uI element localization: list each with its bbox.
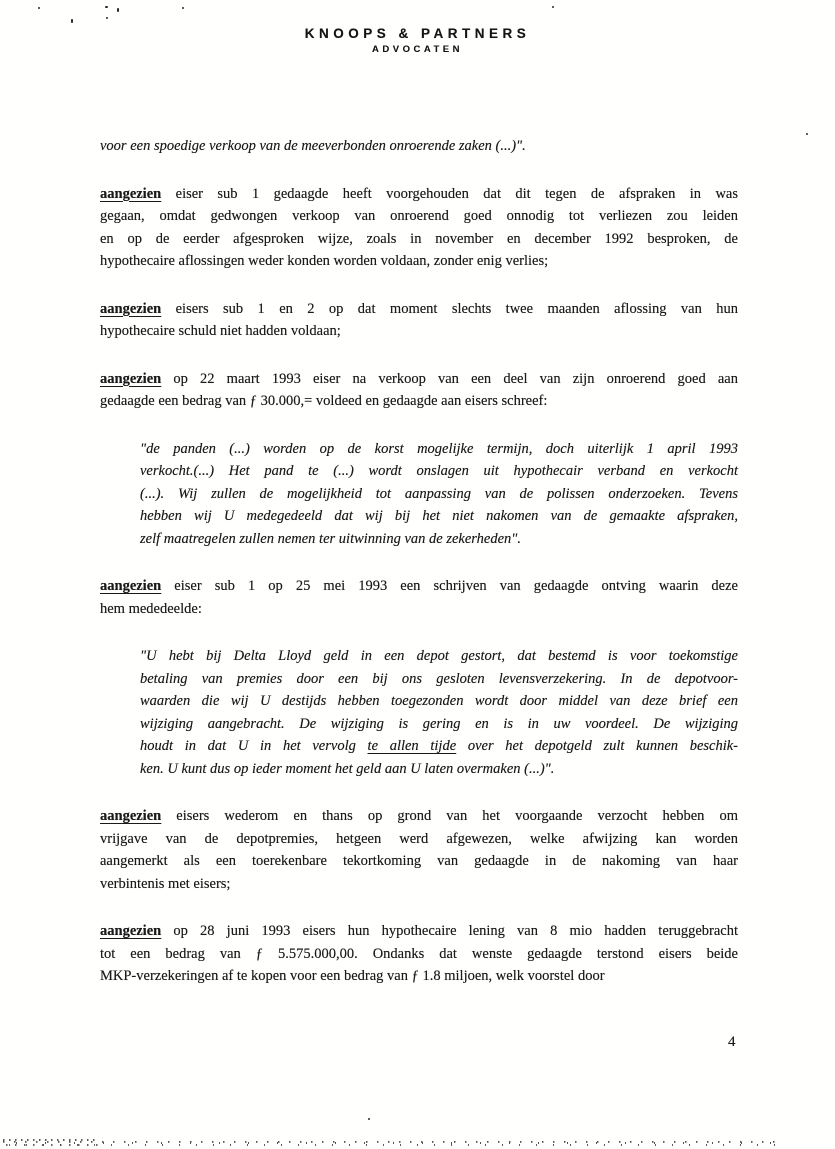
text-run: verbintenis met eisers; [100, 875, 231, 892]
text-line [140, 460, 738, 483]
text-line [100, 943, 738, 966]
text-run: hem mededeelde: [100, 600, 202, 617]
clause-keyword: aangezien [100, 370, 162, 387]
text-line [140, 528, 738, 551]
scan-speck [105, 6, 108, 8]
text-run: vrijgave van de depotpremies, hetgeen werd afgewezen, welke afwijzing kan worden [100, 830, 738, 847]
text-line [100, 298, 738, 321]
text-run: hypothecaire schuld niet hadden voldaan; [100, 323, 341, 339]
firm-name: KNOOPS & PARTNERS [304, 26, 531, 41]
text-run: ken. U kunt dus op ieder moment het geld aan U laten overmaken (...)". [140, 760, 555, 777]
scan-speck [71, 19, 73, 23]
scan-speck [117, 8, 119, 12]
clause-paragraph [100, 805, 738, 895]
text-line [100, 320, 738, 343]
text-run: "de panden (...) worden op de korst mogelijke termijn, doch uiterlijk 1 april 1993 [140, 440, 738, 457]
text-run: tot een bedrag van ƒ 5.575.000,00. Ondanks dat wenste gedaagde terstond eisers beide [100, 945, 738, 962]
text-line [140, 690, 738, 713]
text-run: eiser sub 1 op 25 mei 1993 een schrijven van gedaagde ontving waarin deze [161, 578, 738, 594]
text-line [140, 713, 738, 736]
scan-noise-cluster [3, 1137, 98, 1147]
text-line [100, 205, 738, 228]
firm-subtitle: ADVOCATEN [372, 44, 463, 55]
text-run: voor een spoedige verkoop van de meeverbonden onroerende zaken (...)". [100, 138, 526, 154]
text-run: op 28 juni 1993 eisers hun hypothecaire lening van 8 mio hadden teruggebracht [161, 923, 738, 939]
clause-paragraph [100, 183, 738, 273]
quoted-letter-excerpt [140, 645, 738, 780]
text-run: waarden die wij U destijds hebben toegezonden wordt door middel van deze brief een [140, 693, 738, 709]
letterhead [0, 26, 835, 55]
scan-speck [806, 133, 808, 135]
text-line [100, 250, 738, 273]
scan-speck [552, 6, 554, 8]
text-run: "U hebt bij Delta Lloyd geld in een depot gestort, dat bestemd is voor toekomstige [140, 648, 738, 664]
text-run: hebben wij U medegedeeld dat wij bij het niet nakomen van de gemaakte afspraken, [140, 508, 738, 524]
scan-speck [106, 17, 108, 19]
clause-paragraph [100, 920, 738, 988]
text-run: over het depotgeld zult kunnen beschik- [456, 738, 739, 754]
clause-keyword: aangezien [100, 578, 162, 594]
scan-speck [368, 1118, 370, 1120]
quoted-letter-excerpt [140, 438, 738, 551]
scan-speck [38, 7, 40, 9]
text-run: verkocht.(...) Het pand te (...) wordt onslagen uit hypothecair verband en verkocht [140, 463, 738, 479]
text-line [140, 735, 738, 758]
text-line [100, 828, 738, 851]
text-line [140, 645, 738, 668]
text-line [100, 805, 738, 828]
scan-speck [182, 7, 184, 9]
clause-paragraph [100, 575, 738, 620]
text-line [100, 965, 738, 988]
clause-keyword: aangezien [100, 300, 162, 317]
text-run: MKP-verzekeringen af te kopen voor een bedrag van ƒ 1.8 miljoen, welk voorstel door [100, 968, 605, 984]
text-run: gegaan, omdat gedwongen verkoop van onroerend goed onnodig tot verliezen zou leiden [100, 208, 738, 224]
text-run: eiser sub 1 gedaagde heeft voorgehouden dat dit tegen de afspraken in was [161, 185, 738, 202]
text-run: betaling van premies door een bij ons gesloten levensverzekering. In de depotvoor- [140, 670, 738, 687]
clause-paragraph [100, 368, 738, 413]
text-run: houdt in dat U in het vervolg [140, 738, 368, 754]
text-run: aangemerkt als een toerekenbare tekortkoming van gedaagde in de nakoming van haar [100, 853, 738, 869]
document-body [100, 135, 738, 1013]
text-line [100, 183, 738, 206]
text-line [100, 598, 738, 621]
opening-quote-fragment [100, 135, 738, 158]
clause-keyword: aangezien [100, 808, 162, 824]
text-line [100, 390, 738, 413]
text-line [100, 135, 738, 158]
text-line [140, 505, 738, 528]
text-run: hypothecaire aflossingen weder konden worden voldaan, zonder enig verlies; [100, 253, 549, 269]
text-line [140, 758, 738, 781]
clause-paragraph [100, 298, 738, 343]
text-run: gedaagde een bedrag van ƒ 30.000,= voldeed en gedaagde aan eisers schreef: [100, 393, 548, 409]
text-run: eisers sub 1 en 2 op dat moment slechts twee maanden aflossing van hun [161, 300, 738, 317]
clause-keyword: aangezien [100, 185, 162, 202]
text-line [100, 873, 738, 896]
scan-noise-row [3, 1139, 781, 1147]
text-line [100, 228, 738, 251]
text-run: (...). Wij zullen de mogelijkheid tot aanpassing van de polissen onderzoeken. Tevens [140, 485, 738, 502]
text-run: wijziging aangebracht. De wijziging is gering en is in uw voordeel. De wijziging [140, 715, 738, 732]
page-number: 4 [728, 1034, 736, 1050]
text-run: zelf maatregelen zullen nemen ter uitwinning van de zekerheden". [140, 530, 521, 547]
text-line [140, 483, 738, 506]
text-run: op 22 maart 1993 eiser na verkoop van een deel van zijn onroerend goed aan [161, 370, 738, 387]
underlined-phrase: te allen tijde [367, 738, 457, 754]
text-run: en op de eerder afgesproken wijze, zoals in november en december 1992 besproken, de [100, 230, 738, 247]
text-line [100, 575, 738, 598]
text-run: eisers wederom en thans op grond van het voorgaande verzocht hebben om [161, 808, 738, 824]
text-line [140, 668, 738, 691]
clause-keyword: aangezien [100, 923, 162, 939]
text-line [100, 850, 738, 873]
text-line [100, 368, 738, 391]
text-line [140, 438, 738, 461]
text-line [100, 920, 738, 943]
